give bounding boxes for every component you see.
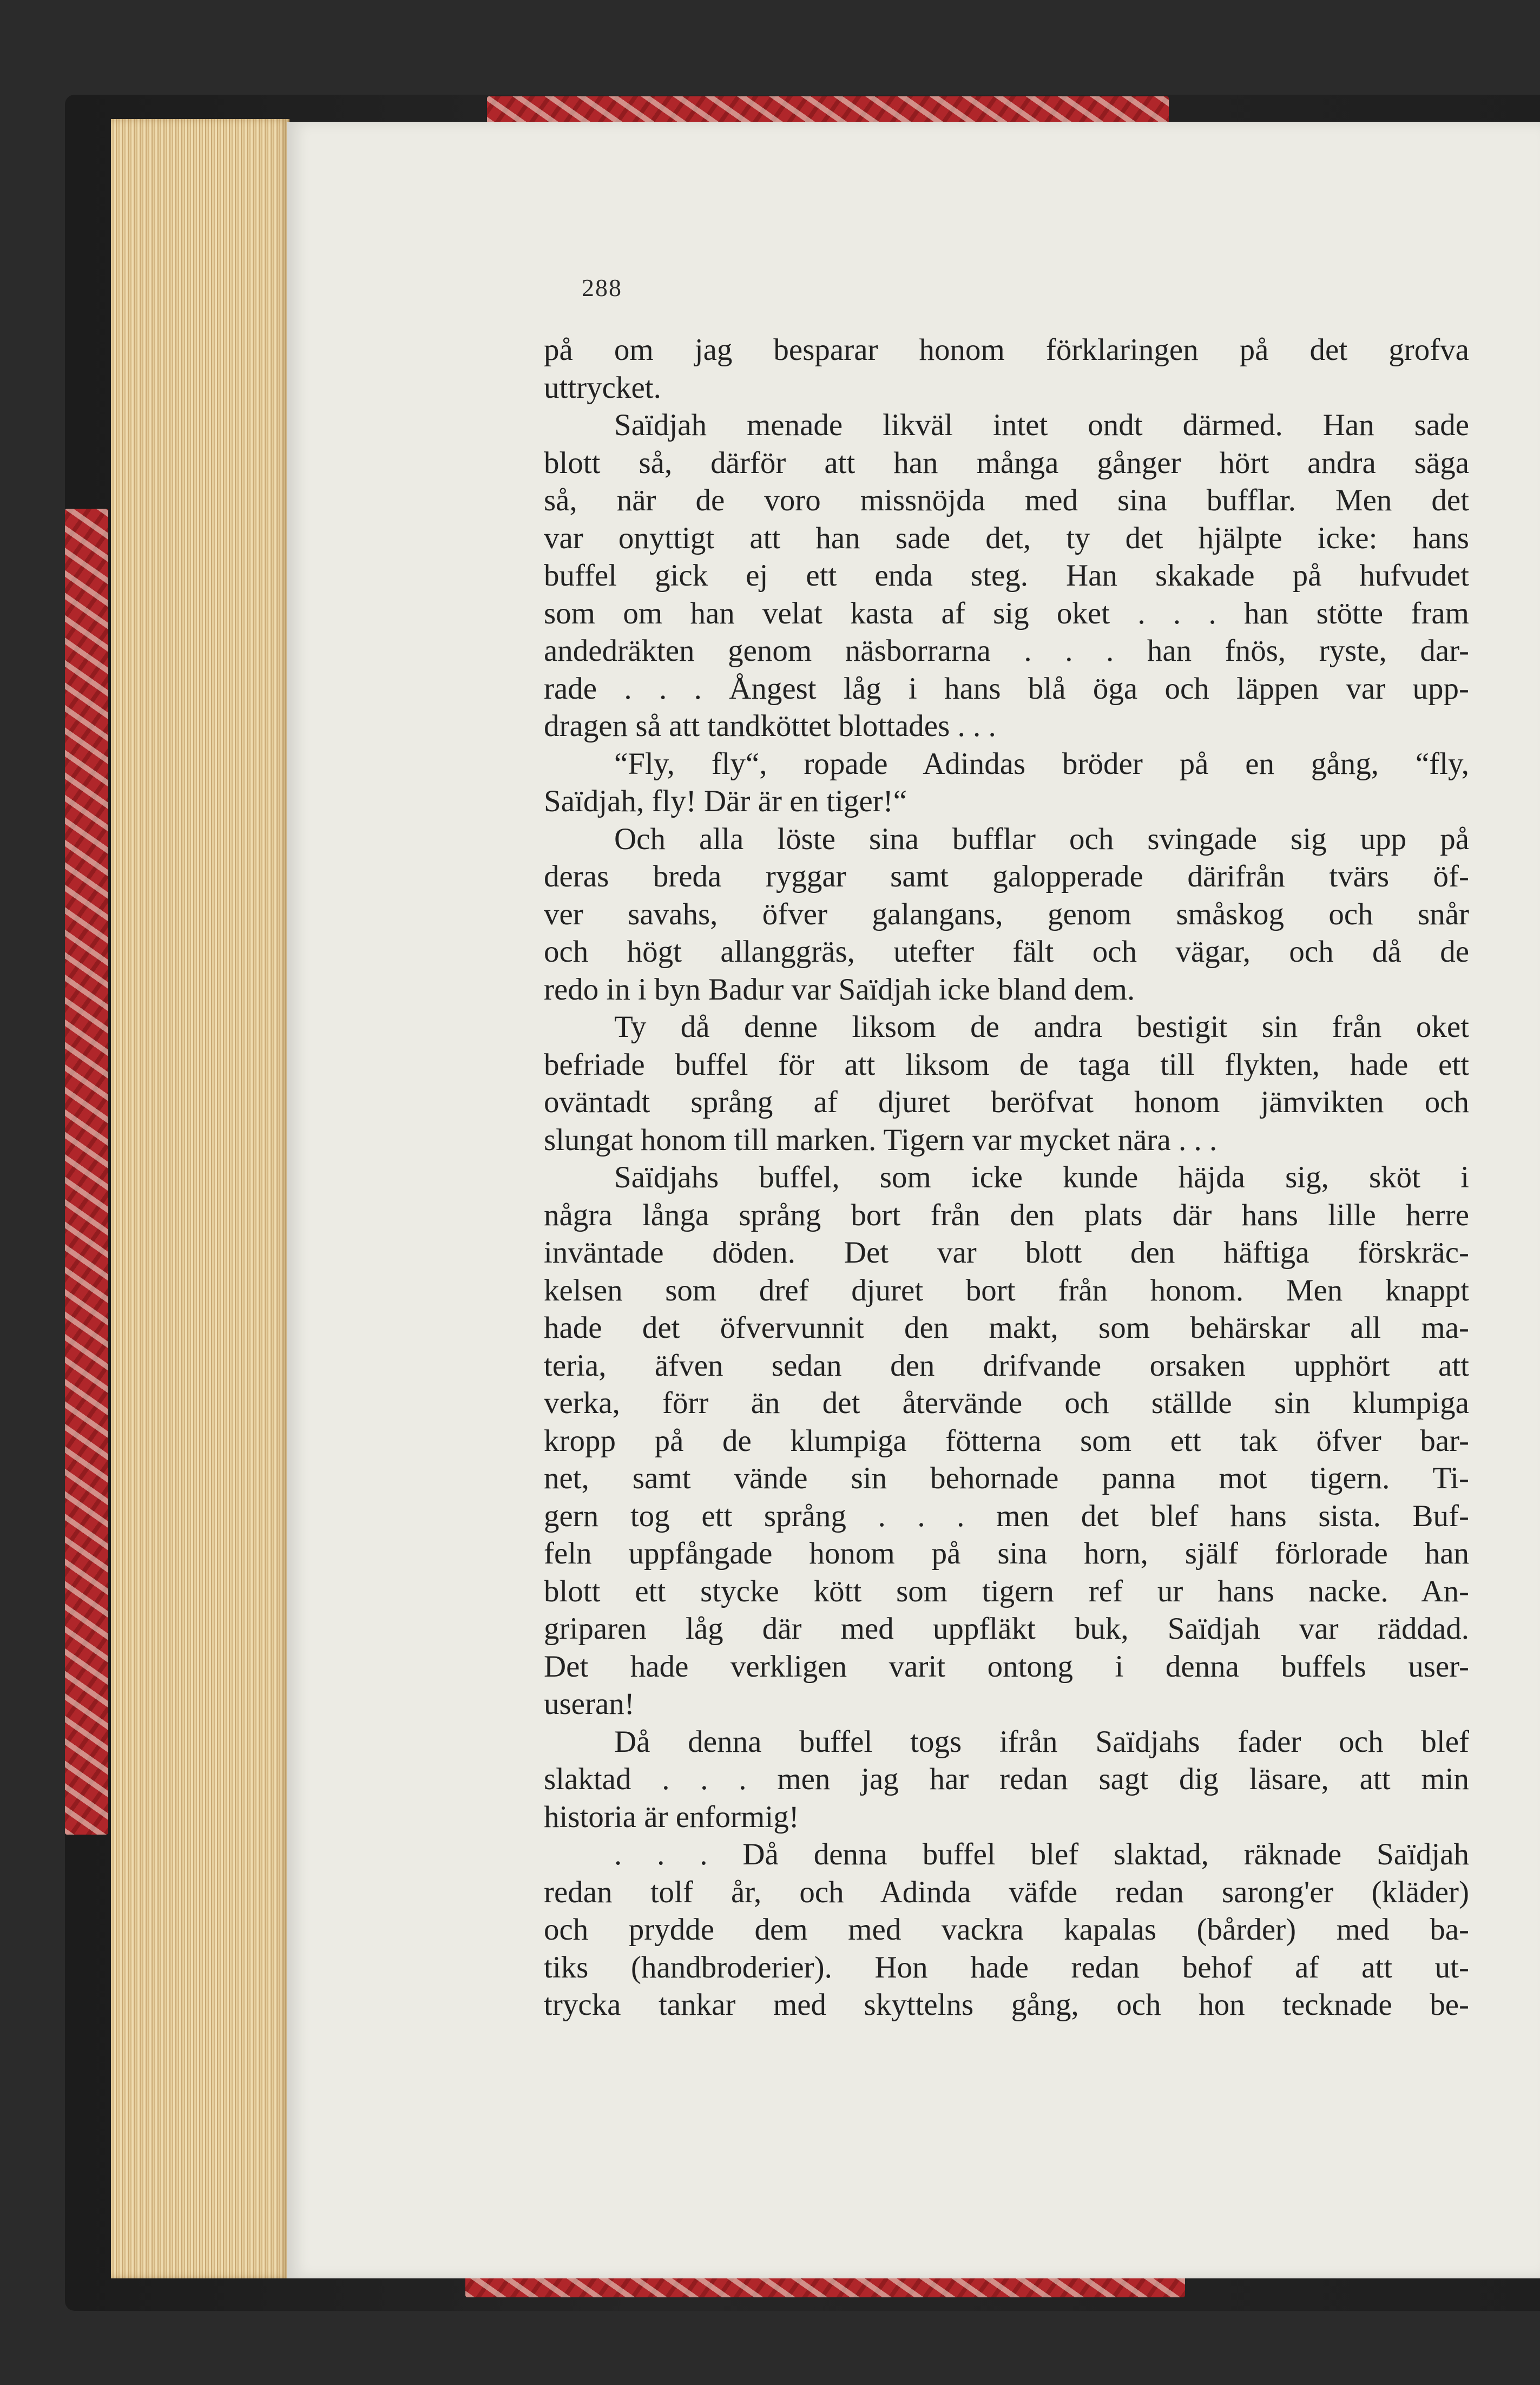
text-line: Saïdjah, fly! Där är en tiger!“ bbox=[544, 784, 907, 818]
text-line: Det hade verkligen varit ontong i denna buffels user- bbox=[544, 1649, 1469, 1684]
text-line: dragen så att tandköttet blottades . . . bbox=[544, 709, 996, 743]
text-line: trycka tankar med skyttelns gång, och hon tecknade be- bbox=[544, 1988, 1469, 2022]
text-line: Ty då denne liksom de andra bestigit sin från oket bbox=[614, 1010, 1469, 1044]
text-line: rade . . . Ångest låg i hans blå öga och läppen var upp- bbox=[544, 671, 1469, 706]
page-edges bbox=[111, 119, 289, 2278]
text-line: net, samt vände sin behornade panna mot tigern. Ti- bbox=[544, 1461, 1469, 1495]
text-line: uttrycket. bbox=[544, 370, 661, 405]
text-line: verka, förr än det återvände och ställde sin klumpiga bbox=[544, 1386, 1469, 1420]
text-line: andedräkten genom näsborrarna . . . han fnös, ryste, dar- bbox=[544, 634, 1469, 668]
text-line: kropp på de klumpiga fötterna som ett tak öfver bar- bbox=[544, 1423, 1469, 1458]
text-line: som om han velat kasta af sig oket . . . han stötte fram bbox=[544, 596, 1469, 630]
text-line: var onyttigt att han sade det, ty det hjälpte icke: hans bbox=[544, 521, 1469, 555]
text-line: deras breda ryggar samt galopperade därifrån tvärs öf- bbox=[544, 859, 1469, 893]
text-line: och högt allanggräs, utefter fält och vägar, och då de bbox=[544, 935, 1469, 969]
text-line: gern tog ett språng . . . men det blef hans sista. Buf- bbox=[544, 1499, 1469, 1533]
text-line: slaktad . . . men jag har redan sagt dig läsare, att min bbox=[544, 1762, 1469, 1796]
text-line: oväntadt språng af djuret beröfvat honom jämvikten och bbox=[544, 1085, 1469, 1119]
text-line: griparen låg där med uppfläkt buk, Saïdjah var räddad. bbox=[544, 1612, 1469, 1646]
text-line: “Fly, fly“, ropade Adindas bröder på en gång, “fly, bbox=[614, 746, 1469, 781]
text-line: några långa språng bort från den plats där hans lille herre bbox=[544, 1198, 1469, 1232]
text-line: redo in i byn Badur var Saïdjah icke bland dem. bbox=[544, 972, 1135, 1007]
text-line: befriade buffel för att liksom de taga till flykten, hade ett bbox=[544, 1047, 1469, 1082]
text-line: så, när de voro missnöjda med sina bufflar. Men det bbox=[544, 483, 1469, 517]
text-line: och prydde dem med vackra kapalas (bårder) med ba- bbox=[544, 1913, 1469, 1947]
text-line: hade det öfvervunnit den makt, som behärskar all ma- bbox=[544, 1311, 1469, 1345]
marbled-endpaper-spine bbox=[65, 509, 108, 1835]
text-line: useran! bbox=[544, 1687, 635, 1721]
text-line: Då denna buffel togs ifrån Saïdjahs fader och blef bbox=[614, 1724, 1469, 1759]
text-line: blott så, därför att han många gånger hört andra säga bbox=[544, 445, 1469, 480]
text-line: inväntade döden. Det var blott den häftiga förskräc- bbox=[544, 1236, 1469, 1270]
text-line: kelsen som dref djuret bort från honom. Men knappt bbox=[544, 1273, 1469, 1308]
text-line: . . . Då denna buffel blef slaktad, räknade Saïdjah bbox=[614, 1837, 1469, 1871]
text-line: tiks (handbroderier). Hon hade redan behof af att ut- bbox=[544, 1950, 1469, 1985]
text-line: ver savahs, öfver galangans, genom småskog och snår bbox=[544, 897, 1469, 931]
text-line: Saïdjahs buffel, som icke kunde häjda sig, sköt i bbox=[614, 1160, 1469, 1194]
text-line: på om jag besparar honom förklaringen på det grofva bbox=[544, 333, 1469, 367]
page-text bbox=[544, 331, 1469, 2024]
page-number: 288 bbox=[582, 274, 622, 301]
text-line: teria, äfven sedan den drifvande orsaken upphört att bbox=[544, 1348, 1469, 1383]
text-line: slungat honom till marken. Tigern var mycket nära . . . bbox=[544, 1122, 1217, 1157]
text-line: buffel gick ej ett enda steg. Han skakade på hufvudet bbox=[544, 559, 1469, 593]
text-line: Och alla löste sina bufflar och svingade sig upp på bbox=[614, 822, 1469, 856]
text-line: feln uppfångade honom på sina horn, själf förlorade han bbox=[544, 1536, 1469, 1571]
text-line: Saïdjah menade likväl intet ondt därmed. Han sade bbox=[614, 408, 1469, 442]
text-line: historia är enformig! bbox=[544, 1799, 799, 1834]
text-line: blott ett stycke kött som tigern ref ur hans nacke. An- bbox=[544, 1574, 1469, 1608]
text-line: redan tolf år, och Adinda väfde redan sarong'er (kläder) bbox=[544, 1875, 1469, 1909]
marbled-endpaper-top bbox=[487, 96, 1169, 123]
